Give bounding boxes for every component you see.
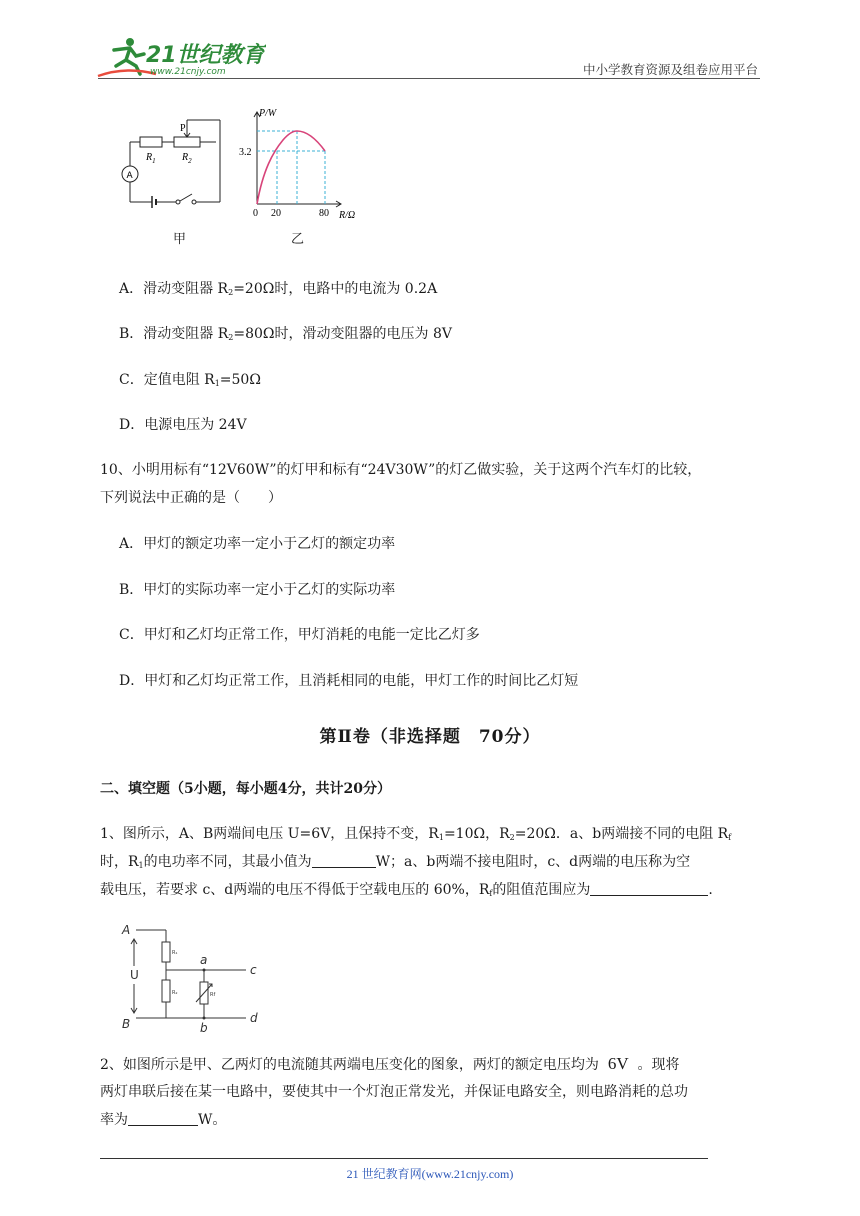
r2-sub: 2 [188, 157, 192, 165]
section-title: 第Ⅱ卷（非选择题 70分） [319, 727, 541, 747]
q10-stem-line1: 10、小明用标有“12V60W”的灯甲和标有“24V30W”的灯乙做实验，关于这两个汽车灯的比较， [100, 462, 702, 478]
node-a-label: a [200, 953, 208, 967]
r1-sub: 1 [152, 157, 156, 165]
q10-option-c: C．甲灯和乙灯均正常工作，甲灯消耗的电能一定比乙灯多 [119, 627, 480, 643]
q9-option-c: C．定值电阻 $R_1=50\Omega$ [119, 372, 261, 388]
site-logo [96, 36, 266, 80]
voltage-divider-circuit [116, 922, 266, 1032]
r1-label: R [146, 152, 153, 163]
header-platform-text: 中小学教育资源及组卷应用平台 [582, 62, 758, 77]
fill1-line2: 时，$R_1$的电功率不同，其最小值为 W；a、b两端不接电阻时，c、d两端的电压称为空 [100, 854, 691, 870]
q9-option-b: B．滑动变阻器 $R_2=80\Omega$时，滑动变阻器的电压为 8V [119, 326, 452, 342]
figure-caption-jia: 甲 [173, 232, 187, 247]
terminal-c-label: c [250, 963, 257, 977]
q10-option-d: D．甲灯和乙灯均正常工作，且消耗相同的电能，甲灯工作的时间比乙灯短 [119, 673, 579, 689]
fill2-answer-blank[interactable] [128, 1111, 198, 1126]
svg-text:R2 [181, 152, 192, 165]
q10-stem-line2: 下列说法中正确的是（ ） [100, 490, 282, 506]
q10-option-a: A．甲灯的额定功率一定小于乙灯的额定功率 [119, 536, 396, 552]
slider-p-label: P [180, 123, 186, 134]
q9-option-a: A．滑动变阻器 $R_2=20\Omega$时，电路中的电流为 0.2A [119, 281, 438, 297]
x-axis-label: R/Ω [339, 210, 356, 221]
logo-text: 21世纪教育 [146, 43, 265, 68]
ammeter-label: A [126, 171, 133, 181]
terminal-b-label: B [122, 1017, 131, 1031]
svg-text:R1 [145, 152, 156, 165]
r2-label: R [182, 152, 189, 163]
fill2-line3: 率为 W。 [100, 1112, 227, 1128]
q9-option-d: D．电源电压为 24V [119, 417, 247, 433]
circuit-figure-jia [120, 108, 235, 218]
x-tick-0: 0 [253, 208, 258, 219]
logo-url: www.21cnjy.com [150, 67, 226, 77]
power-graph-yi [233, 104, 373, 224]
r2-small-label: R₂ [172, 990, 178, 996]
x-tick-20: 20 [271, 208, 281, 219]
y-tick-3-2: 3.2 [239, 147, 252, 158]
figure-caption-yi: 乙 [291, 232, 305, 247]
terminal-a-label: A [122, 923, 131, 937]
footer-text[interactable]: 21 世纪教育网(www.21cnjy.com) [346, 1167, 514, 1181]
terminal-d-label: d [250, 1011, 258, 1025]
fill2-line2: 两灯串联后接在某一电路中，要使其中一个灯泡正常发光，并保证电路安全，则电路消耗的总功 [100, 1084, 688, 1100]
fill2-line1: 2、如图所示是甲、乙两灯的电流随其两端电压变化的图象，两灯的额定电压均为 6V 。现将 [100, 1054, 680, 1073]
fill-in-subtitle: 二、填空题（5小题，每小题4分，共计20分） [100, 781, 391, 797]
voltage-u-label: U [130, 968, 139, 982]
fill1-answer-blank-2[interactable] [590, 881, 708, 896]
x-tick-80: 80 [319, 208, 329, 219]
node-b-label: b [200, 1021, 208, 1032]
fill1-line1: 1、图所示，A、B两端间电压 U=6V，且保持不变，$R_1=10\Omega$，$R_2=20\Omega$．a、b两端接不同的电阻 $R_f$ [100, 826, 732, 842]
footer-divider [100, 1158, 708, 1159]
q10-option-b: B．甲灯的实际功率一定小于乙灯的实际功率 [119, 582, 396, 598]
y-axis-label: P/W [259, 108, 277, 119]
power-curve [257, 131, 325, 204]
fill1-line3: 载电压，若要求 c、d两端的电压不得低于空载电压的 60%，$R_f$的阻值范围应为 . [100, 882, 713, 898]
fill1-answer-blank-1[interactable] [312, 853, 376, 868]
r1-small-label: R₁ [172, 950, 178, 956]
rf-small-label: Rf [210, 992, 216, 998]
header-divider [98, 78, 760, 79]
